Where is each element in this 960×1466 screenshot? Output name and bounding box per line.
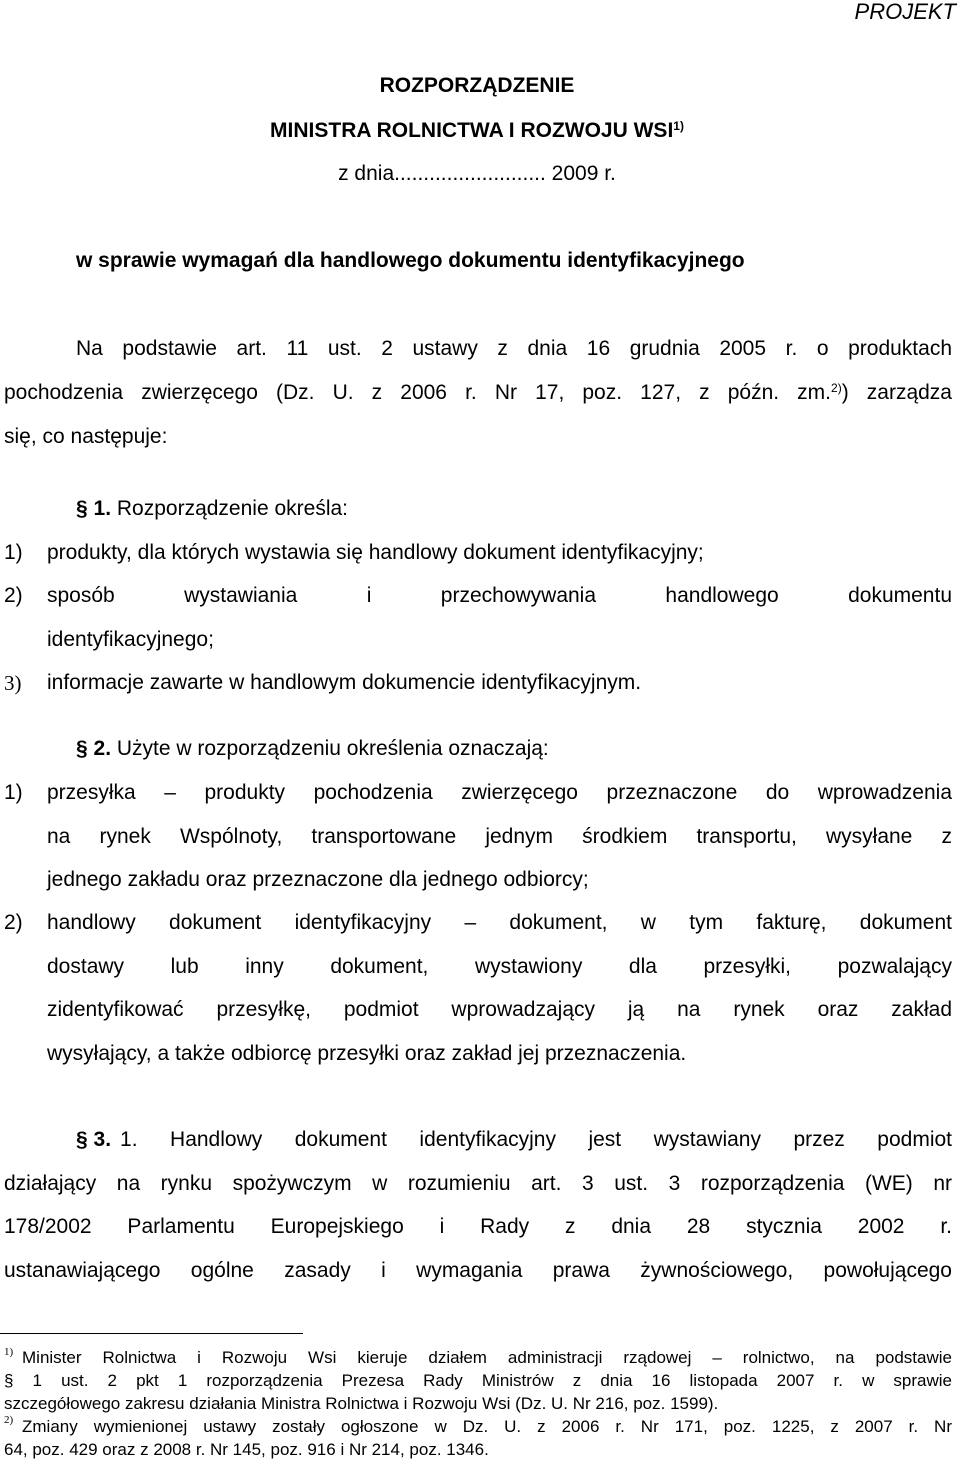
section-1-item-3-number: 3) bbox=[4, 671, 22, 695]
section-2-item-2-number: 2) bbox=[4, 911, 23, 934]
section-3-line-1 bbox=[76, 1127, 952, 1153]
section-1-item-1: produkty, dla których wystawia się handlowy dokument identyfikacyjny; bbox=[47, 541, 704, 564]
section-2-number: § 2. bbox=[76, 737, 112, 760]
regulation-title: ROZPORZĄDZENIE bbox=[379, 74, 575, 97]
section-2-item-1-line-3: jednego zakładu oraz przeznaczone dla jednego odbiorcy; bbox=[47, 868, 589, 891]
preamble-line-2-end: ) zarządza bbox=[841, 381, 952, 404]
issue-date: z dnia.......................... 2009 r. bbox=[338, 162, 616, 185]
section-3-number: § 3. bbox=[76, 1128, 112, 1151]
section-3-line-3: 178/2002 Parlamentu Europejskiego i Rady z dnia 28 stycznia 2002 r. bbox=[4, 1215, 952, 1238]
footnote-separator bbox=[0, 1333, 303, 1334]
footnote-1-marker: 1) bbox=[4, 1346, 14, 1358]
section-1-item-2-number: 2) bbox=[4, 584, 23, 607]
section-1-number: § 1. bbox=[76, 497, 112, 520]
issuing-authority bbox=[0, 118, 954, 144]
section-1-item-3: informacje zawarte w handlowym dokumencie identyfikacyjnym. bbox=[47, 671, 642, 694]
section-1-item-1-number: 1) bbox=[4, 541, 23, 564]
section-3-text-1: 1. Handlowy dokument identyfikacyjny jest wystawiany przez podmiot bbox=[120, 1128, 952, 1151]
preamble-line-1: Na podstawie art. 11 ust. 2 ustawy z dnia 16 grudnia 2005 r. o produktach bbox=[76, 337, 952, 360]
footnote-1-mark bbox=[4, 1346, 13, 1367]
section-1-item-2-line-2: identyfikacyjnego; bbox=[47, 628, 214, 651]
section-2-intro: Użyte w rozporządzeniu określenia oznaczają: bbox=[116, 737, 549, 760]
footnote-1-line-2: § 1 ust. 2 pkt 1 rozporządzenia Prezesa Rady Ministrów z dnia 16 listopada 2007 r. w sprawie bbox=[4, 1371, 952, 1390]
footnote-2-marker: 2) bbox=[4, 1414, 14, 1426]
footnote-1-line-3: szczegółowego zakresu działania Ministra Rolnictwa i Rozwoju Wsi (Dz. U. Nr 216, poz. 1599). bbox=[4, 1394, 719, 1413]
preamble-line-3: się, co następuje: bbox=[4, 425, 168, 448]
project-label: PROJEKT bbox=[854, 0, 956, 24]
section-2-item-1-line-2: na rynek Wspólnoty, transportowane jednym środkiem transportu, wysyłane z bbox=[47, 825, 952, 848]
regulation-subject: w sprawie wymagań dla handlowego dokumentu identyfikacyjnego bbox=[76, 249, 745, 272]
footnote-1-line-1: Minister Rolnictwa i Rozwoju Wsi kieruje działem administracji rządowej – rolnictwo, na podstawie bbox=[22, 1348, 952, 1367]
issuing-authority-text: MINISTRA ROLNICTWA I ROZWOJU WSI bbox=[270, 119, 674, 142]
section-1-heading bbox=[76, 496, 348, 522]
section-2-item-1-number: 1) bbox=[4, 781, 23, 804]
section-2-item-2-line-2: dostawy lub inny dokument, wystawiony dla przesyłki, pozwalający bbox=[47, 955, 952, 978]
section-3-line-2: działający na rynku spożywczym w rozumieniu art. 3 ust. 3 rozporządzenia (WE) nr bbox=[4, 1172, 952, 1195]
section-2-heading bbox=[76, 736, 549, 762]
preamble-line-2 bbox=[4, 380, 952, 406]
footnote-ref-1: 1) bbox=[673, 119, 684, 133]
section-2-item-2-line-4: wysyłający, a także odbiorcę przesyłki oraz zakład jej przeznaczenia. bbox=[47, 1042, 687, 1065]
footnote-2-line-1: Zmiany wymienionej ustawy zostały ogłoszone w Dz. U. z 2006 r. Nr 171, poz. 1225, z 2007 r. Nr bbox=[22, 1417, 952, 1436]
footnote-2-mark bbox=[4, 1414, 13, 1435]
section-2-item-2-line-1: handlowy dokument identyfikacyjny – dokument, w tym fakturę, dokument bbox=[47, 911, 952, 934]
preamble-line-2-text: pochodzenia zwierzęcego (Dz. U. z 2006 r. Nr 17, poz. 127, z późn. zm. bbox=[4, 381, 832, 404]
section-2-item-1-line-1: przesyłka – produkty pochodzenia zwierzęcego przeznaczone do wprowadzenia bbox=[47, 781, 952, 804]
section-3-line-4: ustanawiającego ogólne zasady i wymagania prawa żywnościowego, powołującego bbox=[4, 1259, 952, 1282]
footnote-2-line-2: 64, poz. 429 oraz z 2008 r. Nr 145, poz. 916 i Nr 214, poz. 1346. bbox=[4, 1440, 489, 1459]
footnote-ref-2: 2) bbox=[831, 381, 842, 395]
section-1-item-2-line-1: sposób wystawiania i przechowywania handlowego dokumentu bbox=[47, 584, 952, 607]
section-1-intro: Rozporządzenie określa: bbox=[116, 497, 348, 520]
section-2-item-2-line-3: zidentyfikować przesyłkę, podmiot wprowadzający ją na rynek oraz zakład bbox=[47, 998, 952, 1021]
